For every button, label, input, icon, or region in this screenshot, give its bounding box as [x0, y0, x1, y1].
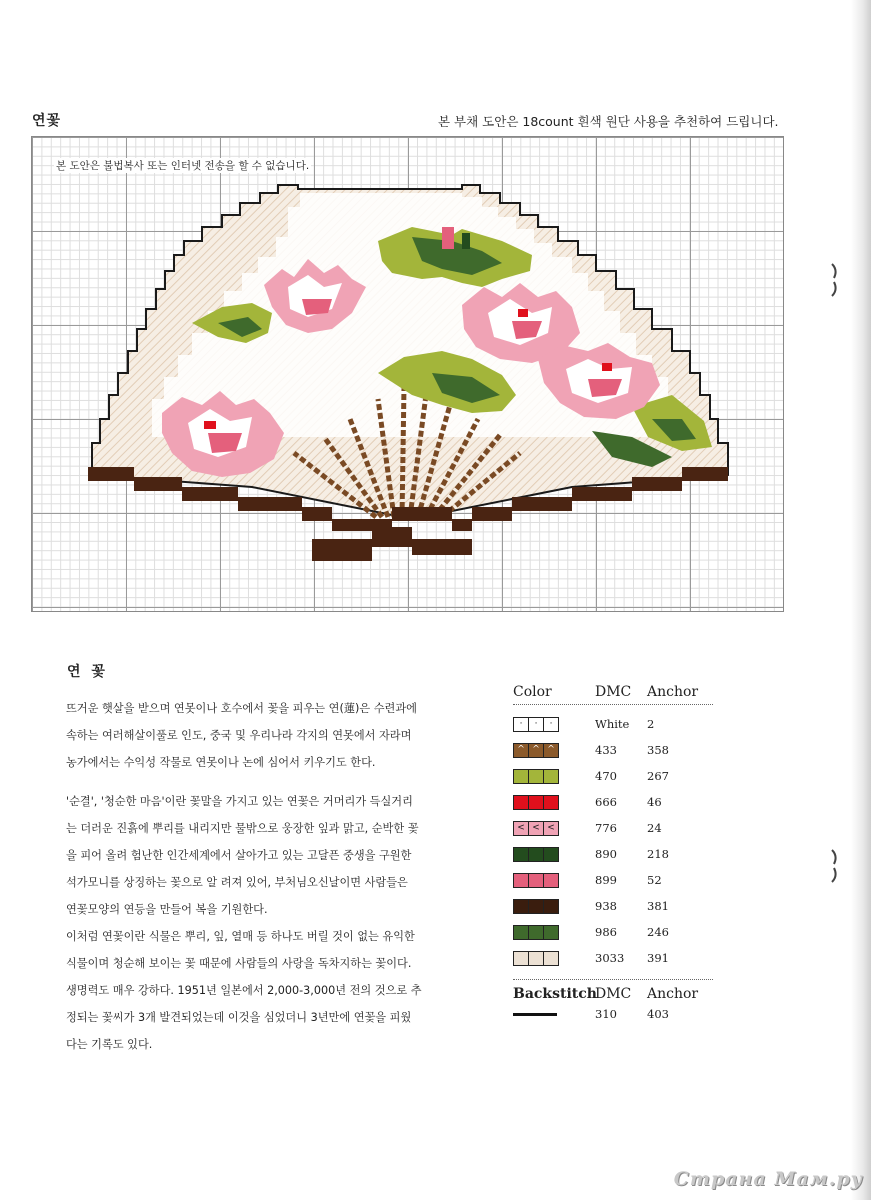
legend-dmc: 666 — [595, 795, 617, 809]
swatch-stitch — [529, 848, 544, 861]
article-paragraph: 뜨거운 햇살을 받으며 연못이나 호수에서 꽃을 피우는 연(蓮)은 수련과에 속하는 여러해살이풀로 인도, 중국 및 우리나라 각지의 연못에서 자라며 농가에서는 수익성 작물로 연못이나 논에 심어서 키우기도 한다. — [66, 702, 417, 769]
legend-header-anchor: Anchor — [647, 684, 699, 700]
swatch-stitch: · — [514, 718, 529, 731]
swatch-stitch — [514, 848, 529, 861]
backstitch-swatch-cell — [513, 1013, 595, 1016]
legend-row — [513, 919, 713, 945]
legend-row — [513, 711, 713, 737]
legend-anchor: 52 — [647, 873, 662, 887]
legend-row — [513, 789, 713, 815]
thread-color-swatch — [513, 873, 559, 888]
swatch-stitch — [544, 796, 558, 809]
legend-anchor: 2 — [647, 717, 655, 731]
legend-row — [513, 815, 713, 841]
legend-header-color: Color — [513, 684, 552, 700]
swatch-stitch — [529, 874, 544, 887]
legend-swatch-cell — [513, 925, 595, 940]
cross-stitch-chart — [31, 136, 784, 612]
legend-anchor: 246 — [647, 925, 669, 939]
legend-dmc: 938 — [595, 899, 617, 913]
swatch-stitch — [529, 900, 544, 913]
legend-row — [513, 893, 713, 919]
legend-dmc: 470 — [595, 769, 617, 783]
legend-swatch-cell — [513, 951, 595, 966]
legend-swatch-cell — [513, 847, 595, 862]
swatch-stitch — [544, 952, 558, 965]
legend-anchor: 381 — [647, 899, 669, 913]
legend-swatch-cell — [513, 743, 595, 758]
legend-dmc: 899 — [595, 873, 617, 887]
legend-anchor: 358 — [647, 743, 669, 757]
swatch-stitch — [529, 796, 544, 809]
legend-dmc: White — [595, 717, 630, 731]
legend-dmc: 433 — [595, 743, 617, 757]
copyright-notice: 본 도안은 불법복사 또는 인터넷 전송을 할 수 없습니다. — [56, 160, 310, 172]
swatch-stitch — [514, 952, 529, 965]
thread-color-swatch — [513, 951, 559, 966]
thread-color-swatch — [513, 795, 559, 810]
legend-swatch-cell — [513, 769, 595, 784]
swatch-stitch — [514, 874, 529, 887]
swatch-stitch: < — [529, 822, 544, 835]
thread-color-swatch — [513, 743, 559, 758]
backstitch-header-anchor: Anchor — [647, 986, 699, 1002]
legend-rows — [513, 711, 713, 971]
book-spine — [851, 0, 871, 1200]
legend-swatch-cell — [513, 821, 595, 836]
legend-dmc: 986 — [595, 925, 617, 939]
thread-color-swatch — [513, 717, 559, 732]
binder-ring-icon — [829, 262, 839, 298]
swatch-stitch — [544, 874, 558, 887]
swatch-stitch — [544, 848, 558, 861]
legend-swatch-cell — [513, 717, 595, 732]
backstitch-line-swatch — [513, 1013, 557, 1016]
swatch-stitch: · — [529, 718, 544, 731]
backstitch-anchor: 403 — [647, 1007, 669, 1021]
thread-legend — [513, 684, 713, 1026]
article-body — [66, 695, 422, 1058]
swatch-stitch — [544, 926, 558, 939]
swatch-stitch: ^ — [547, 744, 555, 755]
legend-swatch-cell — [513, 873, 595, 888]
legend-anchor: 46 — [647, 795, 662, 809]
swatch-stitch — [529, 770, 544, 783]
swatch-stitch — [514, 770, 529, 783]
thread-color-swatch — [513, 769, 559, 784]
swatch-stitch — [514, 796, 529, 809]
legend-row — [513, 867, 713, 893]
legend-anchor: 267 — [647, 769, 669, 783]
swatch-stitch: < — [514, 822, 529, 835]
fabric-recommendation: 본 부채 도안은 18count 흰색 원단 사용을 추천하여 드립니다. — [438, 114, 779, 129]
article-paragraph: 이처럼 연꽃이란 식물은 뿌리, 잎, 열매 등 하나도 버릴 것이 없는 유익한 식물이며 청순해 보이는 꽃 때문에 사람들의 사랑을 독차지하는 꽃이다. 생명력도 매우 강하다. 1951년 일본에서 2,000-3,000년 전의 것으로 추정되는 꽃씨가 3개 발견되었는데 이것을 심었더니 3년만에 연꽃을 피웠다는 기록도 있다. — [66, 930, 422, 1051]
backstitch-header — [513, 986, 713, 1002]
watermark-logo: Страна Мам.ру — [673, 1168, 863, 1190]
swatch-stitch: ^ — [529, 744, 544, 757]
page-title: 연꽃 — [32, 113, 62, 129]
article-title: 연 꽃 — [67, 664, 108, 680]
swatch-stitch — [544, 900, 558, 913]
thread-color-swatch — [513, 899, 559, 914]
fan-pattern — [32, 137, 783, 611]
backstitch-row — [513, 1002, 713, 1026]
swatch-stitch — [514, 926, 529, 939]
backstitch-header-dmc: DMC — [595, 986, 632, 1002]
legend-divider — [513, 979, 713, 980]
thread-color-swatch — [513, 821, 559, 836]
legend-swatch-cell — [513, 795, 595, 810]
swatch-stitch — [514, 900, 529, 913]
legend-row — [513, 841, 713, 867]
legend-anchor: 391 — [647, 951, 669, 965]
swatch-stitch — [544, 770, 558, 783]
swatch-stitch: ^ — [514, 744, 529, 757]
binder-ring-icon — [829, 848, 839, 884]
swatch-stitch: · — [549, 718, 553, 729]
article-paragraph: '순결', '청순한 마음'이란 꽃말을 가지고 있는 연꽃은 거머리가 득실거리는 더러운 진흙에 뿌리를 내리지만 물밖으로 웅장한 잎과 맑고, 순박한 꽃을 피어 올려 험난한 인간세계에서 살아가고 있는 고달픈 중생을 구원한 석가모니를 상징하는 꽃으로 알 려져 있어, 부처님오신날이면 사람들은 연꽃모양의 연등을 만들어 복을 기원한다. — [66, 795, 419, 916]
legend-header-dmc: DMC — [595, 684, 632, 700]
thread-color-swatch — [513, 847, 559, 862]
legend-row — [513, 737, 713, 763]
backstitch-dmc: 310 — [595, 1007, 617, 1021]
swatch-stitch — [529, 926, 544, 939]
legend-anchor: 218 — [647, 847, 669, 861]
legend-dmc: 890 — [595, 847, 617, 861]
legend-header — [513, 684, 713, 705]
thread-color-swatch — [513, 925, 559, 940]
swatch-stitch: < — [547, 822, 555, 833]
swatch-stitch — [529, 952, 544, 965]
legend-anchor: 24 — [647, 821, 662, 835]
backstitch-header-label: Backstitch — [513, 986, 597, 1002]
legend-dmc: 3033 — [595, 951, 625, 965]
legend-dmc: 776 — [595, 821, 617, 835]
legend-row — [513, 763, 713, 789]
legend-row — [513, 945, 713, 971]
legend-swatch-cell — [513, 899, 595, 914]
